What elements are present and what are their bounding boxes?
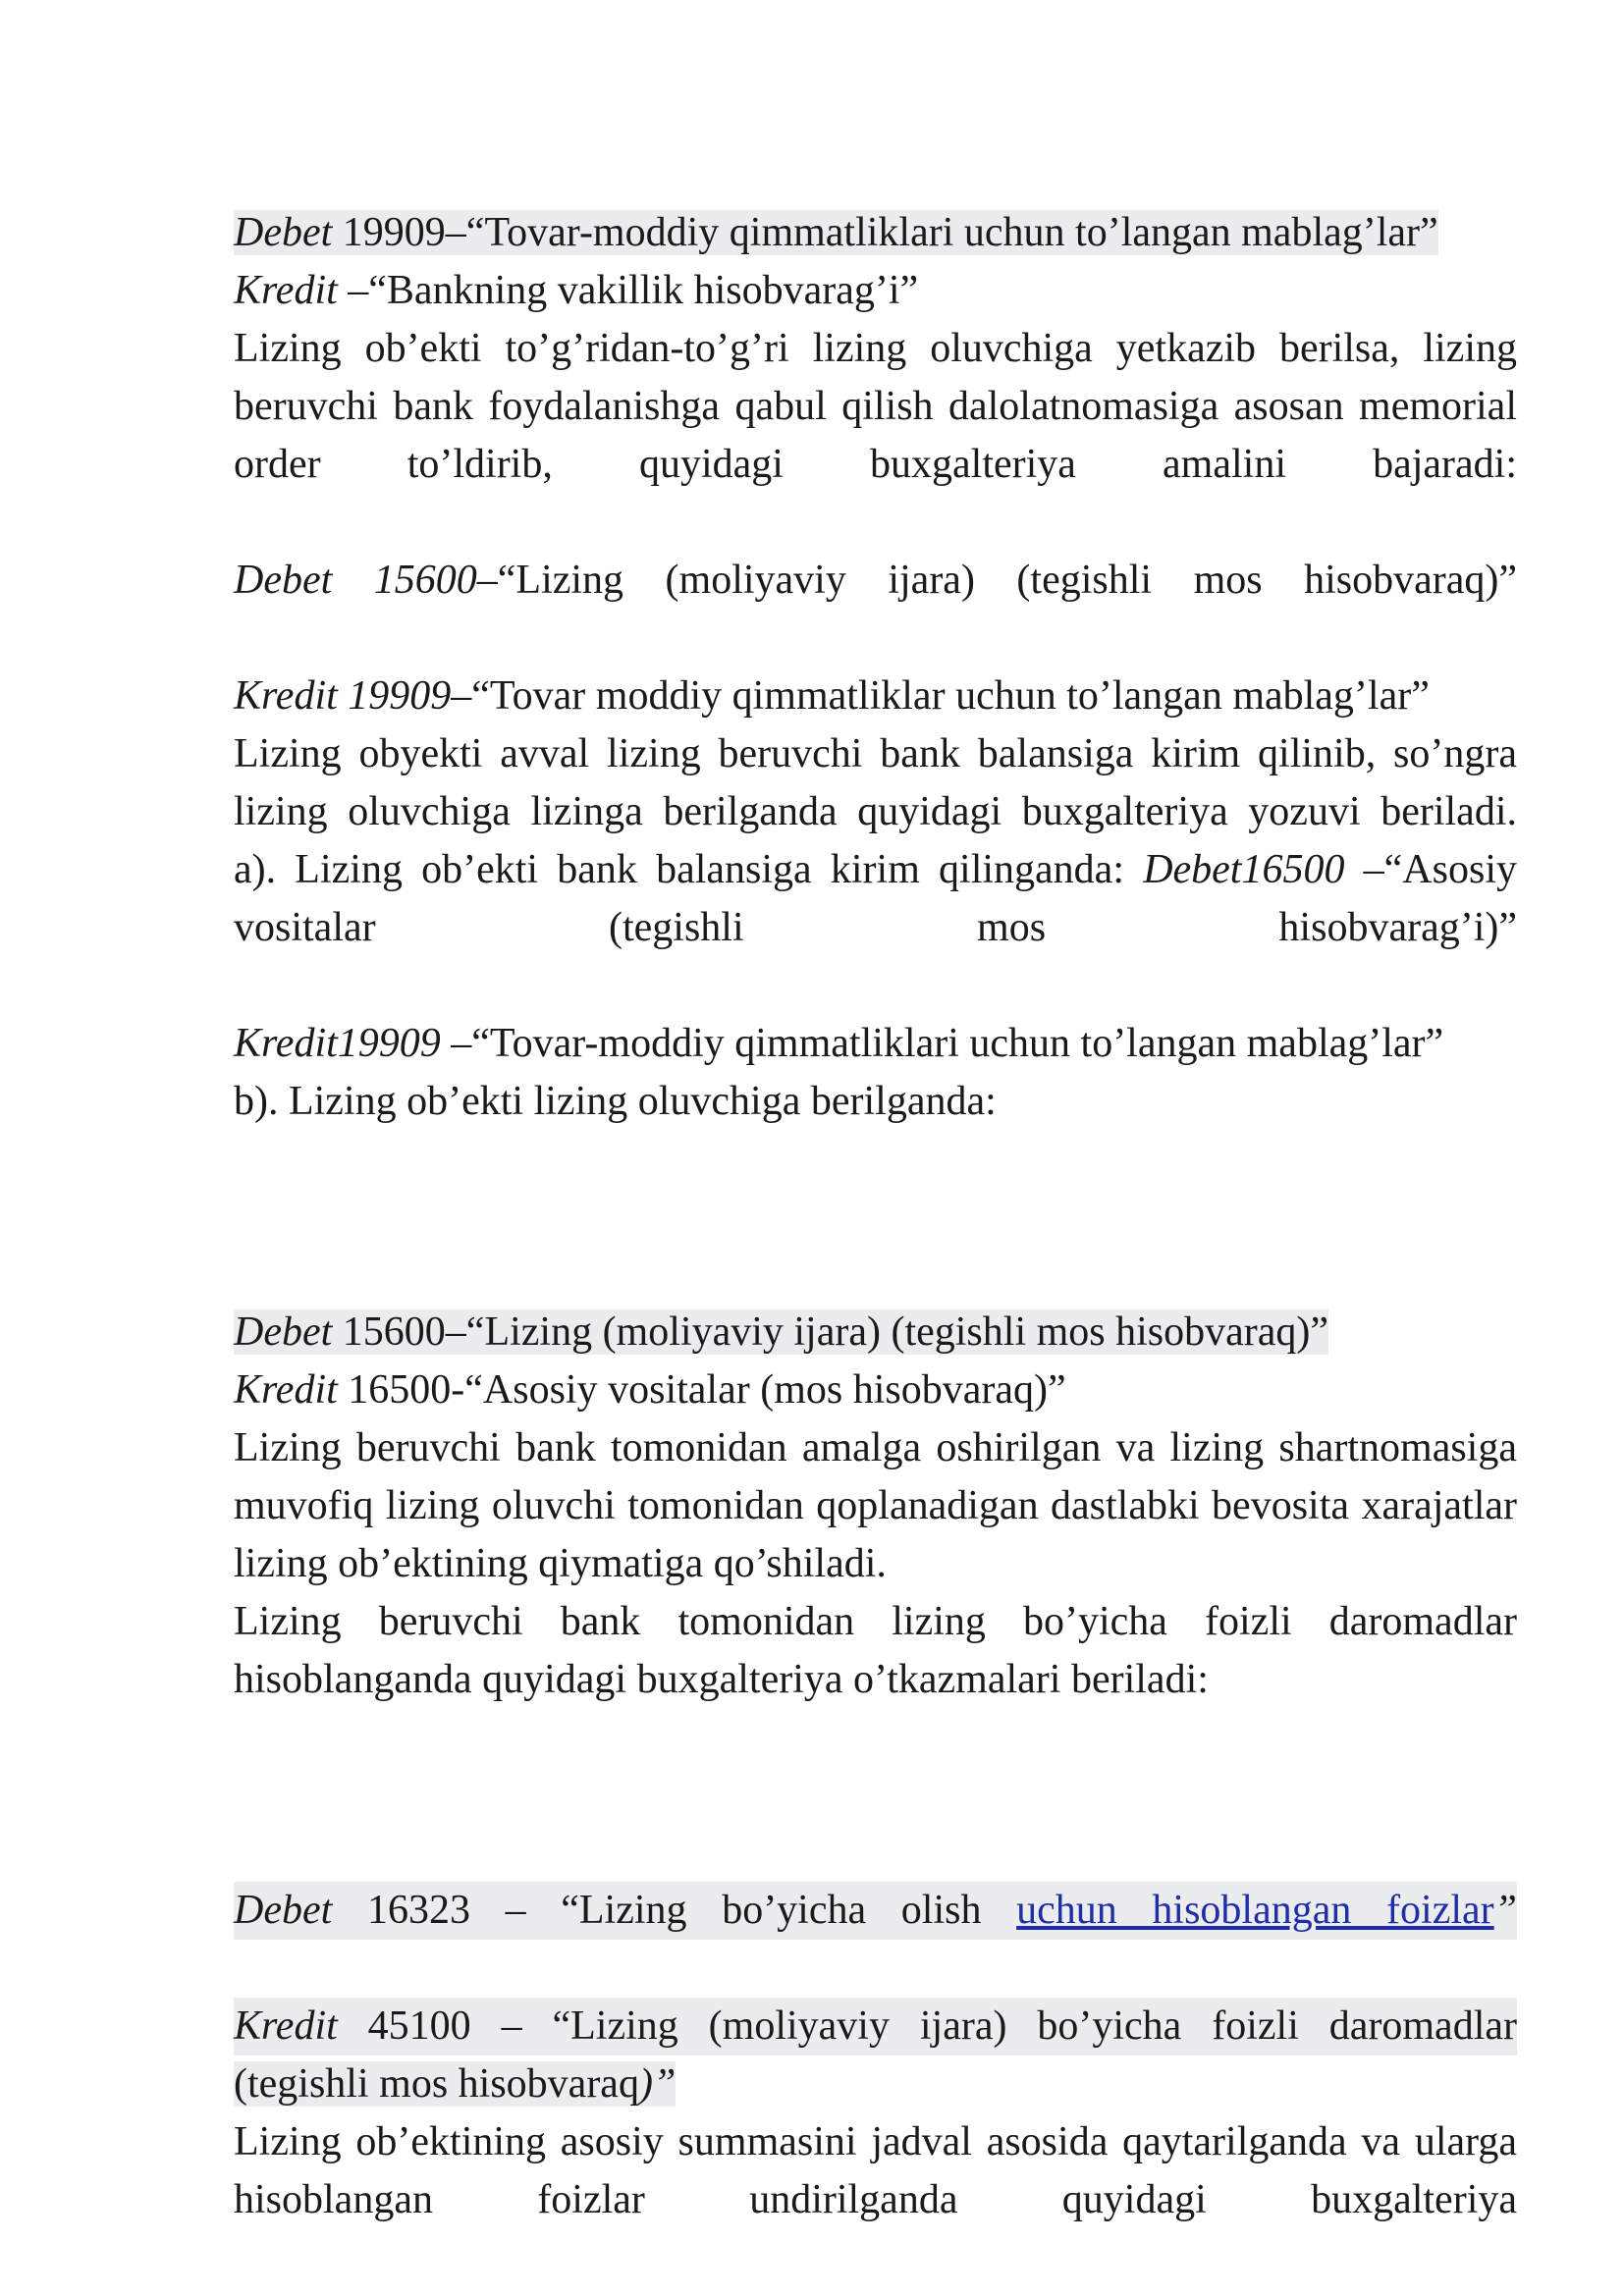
foizlar-link[interactable]: uchun hisoblangan foizlar — [1016, 1888, 1494, 1933]
paragraph-5: Lizing beruvchi bank tomonidan amalga oshirilgan va lizing shartnomasiga muvofiq lizing oluvchi tomonidan qoplanadigan dastlabki bevosita xarajatlar lizing ob’ektining qiymatiga qo’shiladi. — [234, 1425, 1517, 1586]
entry1-kredit-line — [234, 262, 1517, 320]
entry6-kredit-line-1 — [234, 1998, 1517, 2056]
debet-text: 19909–“Tovar-moddiy qimmatliklari uchun to’langan mablag’lar” — [332, 210, 1438, 255]
entry2-debet-line — [234, 552, 1517, 610]
debet-label: Debet 15600 — [234, 558, 477, 603]
kredit-text-continued: (tegishli mos hisobvaraq — [234, 2061, 639, 2107]
kredit-label: Kredit — [234, 2003, 338, 2049]
debet-text: –“Lizing (moliyaviy ijara) (tegishli mos hisobvaraq)” — [476, 558, 1517, 603]
closing-quote: ” — [1493, 1888, 1517, 1933]
paragraph-1: Lizing ob’ekti to’g’ridan-to’g’ri lizing oluvchiga yetkazib berilsa, lizing beruvchi bank foydalanishga qabul qilish dalolatnomasiga asosan memorial order to’ldirib, quyidagi buxgalteriya amalini bajaradi: — [234, 326, 1517, 487]
entry3-kredit-line — [234, 1015, 1517, 1073]
entry2-kredit-line — [234, 667, 1517, 725]
entry1-debet-line — [234, 204, 1517, 262]
kredit-text: 45100 – “Lizing (moliyaviy ijara) bo’yicha foizli daromadlar — [337, 2003, 1517, 2049]
paragraph-3 — [234, 841, 1517, 957]
kredit-text: –“Bankning vakillik hisobvarag’i” — [337, 268, 919, 313]
paragraph-3-suffix: –“Asosiy vositalar (tegishli mos hisobvarag’i)” — [234, 847, 1517, 950]
closing-quote: )” — [638, 2061, 677, 2107]
entry5-debet-line — [234, 1882, 1517, 1940]
paragraph-7: Lizing ob’ektining asosiy summasini jadval asosida qaytarilganda va ularga hisoblangan foizlar undirilganda quyidagi buxgalteriya — [234, 2119, 1517, 2222]
debet-label: Debet16500 — [1143, 847, 1345, 892]
kredit-label: Kredit — [234, 268, 338, 313]
paragraph-4: b). Lizing ob’ekti lizing oluvchiga berilganda: — [234, 1079, 997, 1124]
debet-label: Debet — [234, 1309, 333, 1355]
document-page — [234, 204, 1517, 2229]
debet-text: 16323 – “Lizing bo’yicha olish — [332, 1888, 1017, 1933]
kredit-text: 16500-“Asosiy vositalar (mos hisobvaraq)” — [337, 1367, 1066, 1413]
paragraph-3-prefix: a). Lizing ob’ekti bank balansiga kirim qilinganda: — [234, 847, 1144, 892]
entry6-kredit-line-2 — [234, 2056, 1517, 2113]
kredit-text: –“Tovar moddiy qimmatliklar uchun to’langan mablag’lar” — [451, 673, 1430, 719]
kredit-label: Kredit 19909 — [234, 673, 452, 719]
kredit-text: –“Tovar-moddiy qimmatliklari uchun to’langan mablag’lar” — [440, 1021, 1444, 1066]
paragraph-2: Lizing obyekti avval lizing beruvchi bank balansiga kirim qilinib, so’ngra lizing oluvchiga lizinga berilganda quyidagi buxgalteriya yozuvi beriladi. — [234, 731, 1517, 834]
debet-label: Debet — [234, 1888, 333, 1933]
debet-text: 15600–“Lizing (moliyaviy ijara) (tegishli mos hisobvaraq)” — [332, 1309, 1329, 1355]
paragraph-6: Lizing beruvchi bank tomonidan lizing bo’yicha foizli daromadlar hisoblanganda quyidagi buxgalteriya o’tkazmalari beriladi: — [234, 1599, 1517, 1702]
kredit-label: Kredit19909 — [234, 1021, 441, 1066]
entry4-kredit-line — [234, 1362, 1517, 1419]
kredit-label: Kredit — [234, 1367, 338, 1413]
debet-label: Debet — [234, 210, 333, 255]
entry4-debet-line — [234, 1304, 1517, 1362]
